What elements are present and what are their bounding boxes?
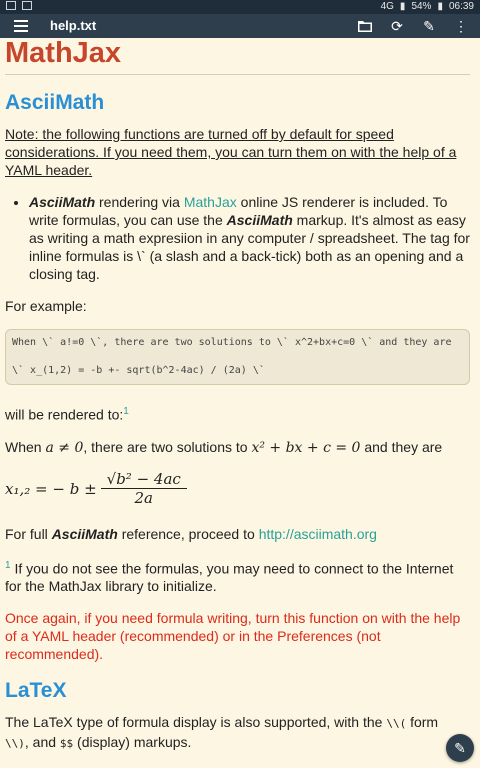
refresh-icon[interactable]: ⟳ — [391, 17, 403, 34]
list-item — [29, 193, 470, 283]
bold-italic-text: AsciiMath — [226, 212, 293, 228]
code-block: When \` a!=0 \`, there are two solutions to \` x^2+bx+c=0 \` and they are \` x_(1,2) = -b +- sqrt(b^2-4ac) / (2a) \` — [5, 329, 470, 385]
footnote-link[interactable]: 1 — [123, 406, 129, 417]
mathjax-link[interactable]: MathJax — [183, 194, 237, 210]
gallery-icon — [22, 1, 32, 10]
warning-text: Once again, if you need formula writing, turn this function on with the help of a YAML header (recommended) or in the Preferences (not recommended). — [5, 610, 461, 663]
screenshot-icon — [6, 1, 16, 10]
text: form — [406, 714, 439, 731]
formula-denominator: 2a — [134, 489, 153, 508]
heading-mathjax: MathJax — [5, 38, 470, 75]
app-bar — [0, 14, 480, 38]
math-inline: x² + bx + c = 0 — [251, 439, 361, 456]
reference-text — [5, 525, 470, 543]
asciimath-link[interactable]: http://asciimath.org — [258, 525, 377, 542]
edit-icon[interactable]: ✎ — [423, 17, 435, 34]
inline-code: \\) — [5, 737, 25, 751]
math-display — [5, 465, 470, 513]
rendered-sentence — [5, 438, 470, 457]
text: If you do not see the formulas, you may need to connect to the Internet for the MathJax library to initialize. — [5, 560, 454, 595]
formula-lhs: x₁,₂ = − b ± — [5, 479, 97, 498]
note-text: Note: the following functions are turned off by default for speed considerations. If you need them, you can turn them on with the help of a YAML header. — [5, 126, 457, 178]
rendered-to-text — [5, 403, 470, 424]
bold-italic-text: AsciiMath — [51, 525, 118, 542]
text: will be rendered to: — [5, 406, 124, 423]
menu-icon[interactable] — [14, 17, 34, 35]
text: online JS renderer is included. To write formulas, you can use the — [29, 194, 448, 228]
inline-code: $$ — [59, 737, 74, 751]
text: markup. It's almost as easy as writing a math expresiion in any computer / spreadsheet. The tag for inline formulas is \` (a slash and a back-tick) both as an opening and a closing tag. — [29, 212, 470, 282]
bold-italic-text: AsciiMath — [29, 194, 96, 210]
folder-icon[interactable] — [356, 17, 374, 35]
text: When — [5, 438, 46, 455]
text: rendering via — [95, 194, 184, 210]
math-inline: a ≠ 0 — [45, 439, 84, 456]
text: (display) markups. — [73, 734, 192, 751]
battery-level: 54% — [411, 1, 432, 12]
text: For full — [5, 525, 52, 542]
formula-numerator: √b² − 4ac — [101, 470, 187, 489]
feature-list — [5, 193, 470, 283]
text: , and — [24, 734, 60, 751]
document-view[interactable] — [0, 38, 480, 768]
for-example-text: For example: — [5, 298, 87, 314]
status-bar — [0, 0, 480, 14]
inline-code: \\( — [386, 717, 407, 731]
text: and they are — [360, 438, 443, 455]
signal-icon: ▮ — [399, 1, 406, 12]
heading-latex: LaTeX — [5, 679, 67, 703]
text: , there are two solutions to — [83, 438, 252, 455]
battery-icon: ▮ — [437, 1, 443, 12]
more-options-icon[interactable]: ⋮ — [454, 17, 468, 34]
text: reference, proceed to — [117, 525, 259, 542]
text: The LaTeX type of formula display is also supported, with the — [5, 714, 387, 731]
edit-fab-icon[interactable]: ✎ — [446, 734, 474, 762]
heading-asciimath: AsciiMath — [5, 91, 105, 114]
network-type: 4G — [380, 1, 394, 12]
clock: 06:39 — [448, 1, 474, 12]
footnote-marker: 1 — [5, 559, 11, 571]
footnote — [5, 557, 470, 596]
latex-text — [5, 713, 470, 753]
document-title: help.txt — [50, 18, 97, 33]
